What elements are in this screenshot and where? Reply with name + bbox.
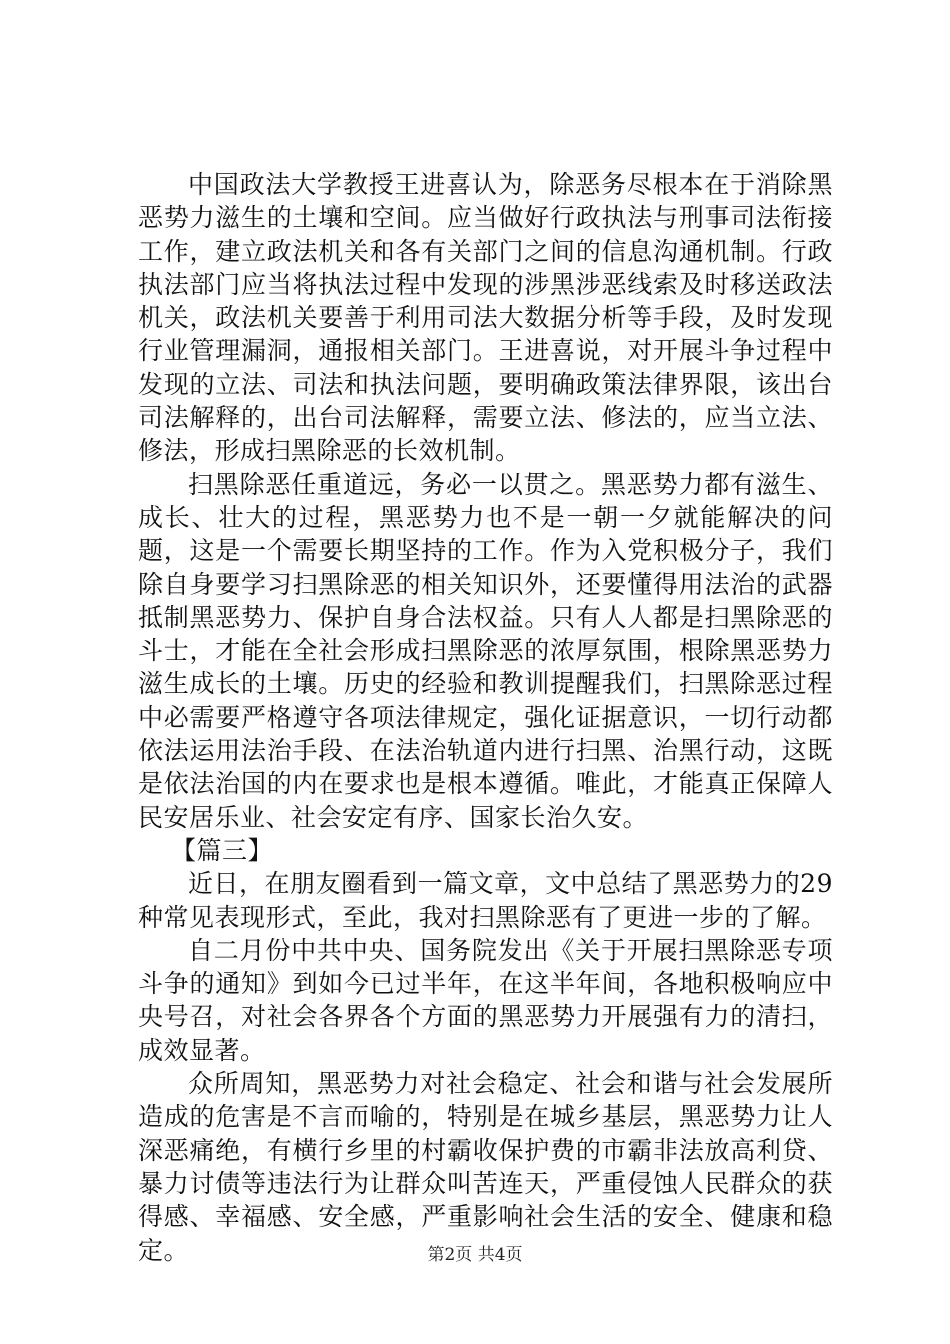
paragraph-2: 扫黑除恶任重道远，务必一以贯之。黑恶势力都有滋生、成长、壮大的过程，黑恶势力也不是一朝一夕就能解决的问题，这是一个需要长期坚持的工作。作为入党积极分子，我们除自身要学习扫黑除恶的相关知识外，还要懂得用法治的武器抵制黑恶势力、保护自身合法权益。只有人人都是扫黑除恶的斗士，才能在全社会形成扫黑除恶的浓厚氛围，根除黑恶势力滋生成长的土壤。历史的经验和教训提醒我们，扫黑除恶过程中必需要严格遵守各项法律规定，强化证据意识，一切行动都依法运用法治手段、在法治轨道内进行扫黑、治黑行动，这既是依法治国的内在要求也是根本遵循。唯此，才能真正保障人民安居乐业、社会安定有序、国家长治久安。 (138, 469, 833, 832)
page-footer (0, 1240, 950, 1265)
paragraph-3: 近日，在朋友圈看到一篇文章，文中总结了黑恶势力的29种常见表现形式，至此，我对扫黑除恶有了更进一步的了解。 (138, 869, 833, 932)
paragraph-1: 中国政法大学教授王进喜认为，除恶务尽根本在于消除黑恶势力滋生的土壤和空间。应当做好行政执法与刑事司法衔接工作，建立政法机关和各有关部门之间的信息沟通机制。行政执法部门应当将执法过程中发现的涉黑涉恶线索及时移送政法机关，政法机关要善于利用司法大数据分析等手段，及时发现行业管理漏洞，通报相关部门。王进喜说，对开展斗争过程中发现的立法、司法和执法问题，要明确政策法律界限，该出台司法解释的，出台司法解释，需要立法、修法的，应当立法、修法，形成扫黑除恶的长效机制。 (138, 170, 833, 466)
page-number: 第2页 共4页 (427, 1245, 523, 1265)
paragraph-4: 自二月份中共中央、国务院发出《关于开展扫黑除恶专项斗争的通知》到如今已过半年，在这半年间，各地积极响应中央号召，对社会各界各个方面的黑恶势力开展强有力的清扫，成效显著。 (138, 935, 833, 1065)
section-heading: 【篇三】 (171, 835, 274, 865)
document-body (138, 168, 833, 1267)
paragraph-5: 众所周知，黑恶势力对社会稳定、社会和谐与社会发展所造成的危害是不言而喻的，特别是在城乡基层，黑恶势力让人深恶痛绝，有横行乡里的村霸收保护费的市霸非法放高利贷、暴力讨债等违法行为让群众叫苦连天，严重侵蚀人民群众的获得感、幸福感、安全感，严重影响社会生活的安全、健康和稳定。 (138, 1069, 833, 1265)
